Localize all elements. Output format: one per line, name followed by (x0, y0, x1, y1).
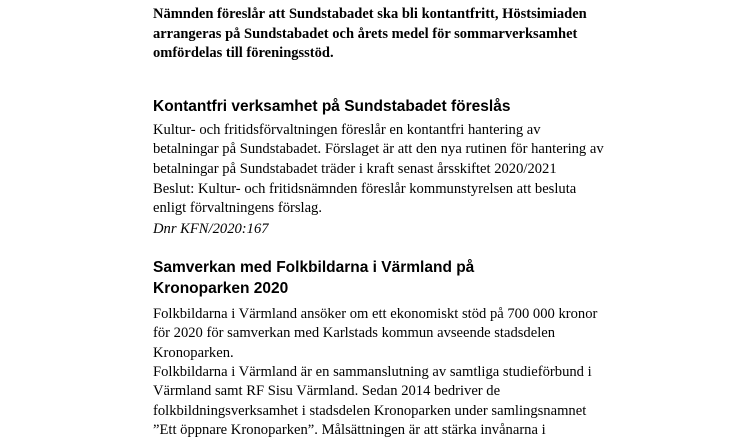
text-line: Beslut: Kultur- och fritidsnämnden föreslår kommunstyrelsen att besluta (153, 181, 577, 197)
section1-paragraph (153, 121, 613, 179)
section2-paragraph (153, 305, 613, 363)
text-line: ”Ett öppnare Kronoparken”. Målsättningen är att stärka invånarna i (153, 421, 546, 438)
lead-summary (153, 5, 623, 64)
dnr-reference: Dnr KFN/2020:167 (153, 221, 269, 237)
section1-decision (153, 180, 613, 219)
text-line: enligt förvaltningens förslag. (153, 200, 323, 217)
section2-paragraph (153, 363, 613, 440)
text-line: Folkbildarna i Värmland är en sammanslutning av samtliga studieförbund i (153, 364, 592, 380)
section-heading-kontantfri: Kontantfri verksamhet på Sundstabadet föreslås (153, 98, 511, 115)
text-line: betalningar på Sundstabadet. Förslaget är att den nya rutinen för hantering av (153, 141, 604, 158)
text-line: Kronoparken. (153, 344, 234, 361)
lead-line: omfördelas till föreningsstöd. (153, 45, 334, 61)
lead-line: arrangeras på Sundstabadet och årets medel för sommarverksamhet (153, 25, 578, 42)
text-line: Folkbildarna i Värmland ansöker om ett ekonomiskt stöd på 700 000 kronor (153, 306, 598, 322)
heading-line: Kronoparken 2020 (153, 280, 289, 297)
text-line: Värmland samt RF Sisu Värmland. Sedan 2014 bedriver de (153, 383, 501, 400)
section-heading-samverkan (153, 257, 474, 299)
text-line: Kultur- och fritidsförvaltningen föreslår en kontantfri hantering av (153, 122, 541, 138)
lead-line: Nämnden föreslår att Sundstabadet ska bli kontantfritt, Höstsimiaden (153, 6, 587, 22)
text-line: folkbildningsverksamhet i stadsdelen Kronoparken under samlingsnamnet (153, 402, 587, 419)
text-line: för 2020 för samverkan med Karlstads kommun avseende stadsdelen (153, 325, 556, 342)
text-line: betalningar på Sundstabadet träder i kraft senast årsskiftet 2020/2021 (153, 160, 557, 177)
heading-line: Samverkan med Folkbildarna i Värmland på (153, 259, 475, 276)
